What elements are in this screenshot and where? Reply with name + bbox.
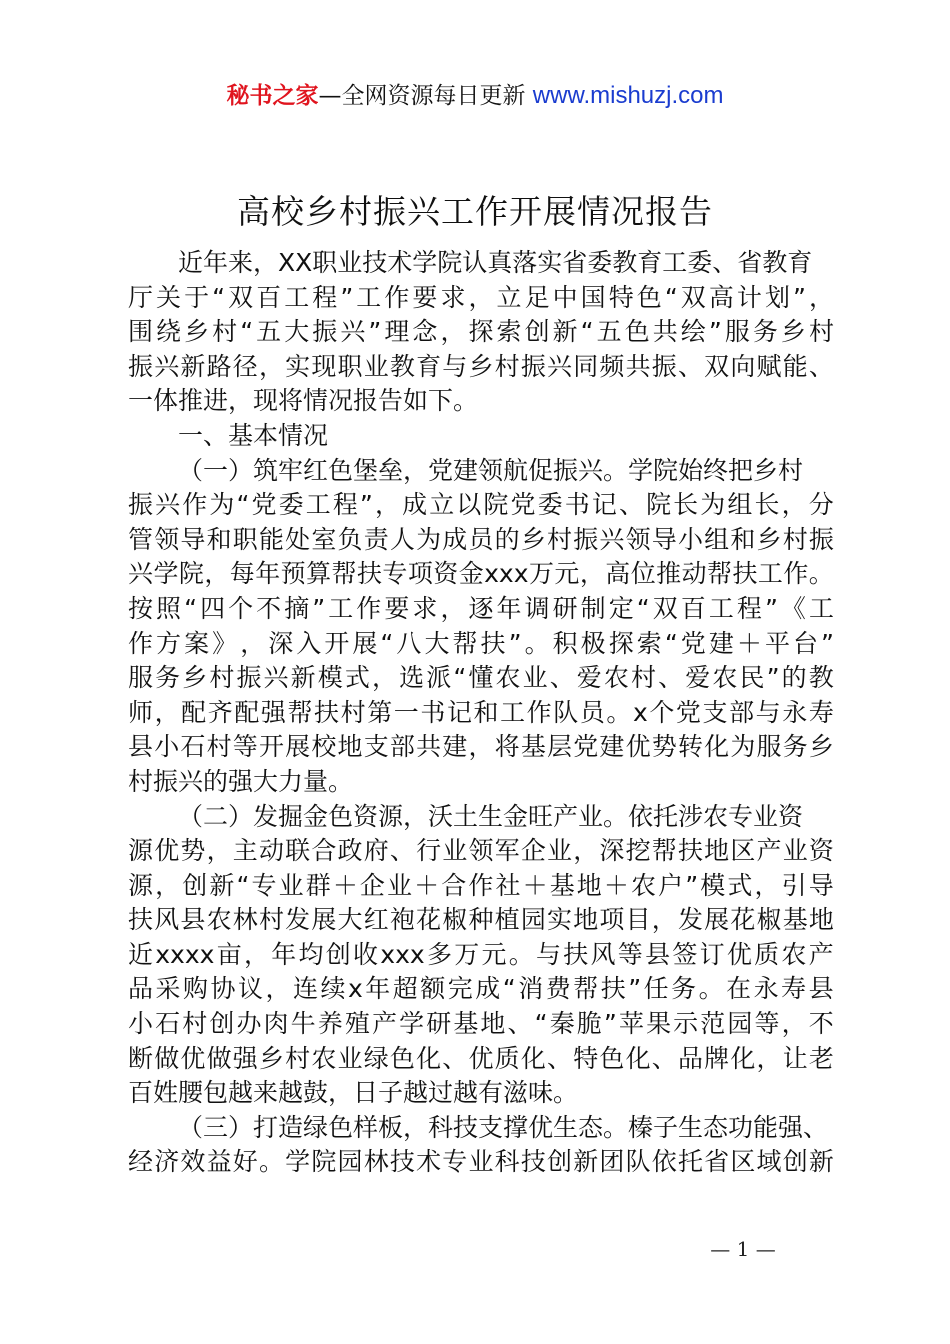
text-line: 百姓腰包越来越鼓，日子越过越有滋味。 — [128, 1078, 579, 1108]
text-line: 作 方 案 》 ， 深 入 开 展 “ 八 大 帮 扶 ” 。 积 极 探 索 “ 党 建 ＋ 平 台 ” — [128, 628, 834, 658]
text-line: 服 务 乡 村 振 兴 新 模 式 ， 选 派 “ 懂 农 业 、 爱 农 村 、 爱 农 民 ” 的 教 — [128, 663, 834, 693]
text-line: 按 照 “ 四 个 不 摘 ” 工 作 要 求 ， 逐 年 调 研 制 定 “ 双 百 工 程 ” 《 工 — [128, 593, 834, 623]
text-line: 小 石 村 创 办 肉 牛 养 殖 产 学 研 基 地 、 “ 秦 脆 ” 苹 果 示 范 园 等 ， 不 — [128, 1009, 834, 1039]
text-line: 师 ， 配 齐 配 强 帮 扶 村 第 一 书 记 和 工 作 队 员 。 x 个 党 支 部 与 永 寿 — [128, 697, 834, 727]
document-title: 高校乡村振兴工作开展情况报告 — [237, 192, 713, 231]
text-line: 振 兴 新 路 径 ， 实 现 职 业 教 育 与 乡 村 振 兴 同 频 共 振 、 双 向 赋 能 、 — [128, 351, 834, 381]
text-line: 经 济 效 益 好 。 学 院 园 林 技 术 专 业 科 技 创 新 团 队 依 托 省 区 域 创 新 — [128, 1147, 834, 1177]
text-line: （三）打造绿色样板，科技支撑优生态。榛子生态功能强、 — [178, 1112, 829, 1142]
site-tagline: —全网资源每日更新 — [318, 83, 526, 109]
text-line: 源 ， 创 新 “ 专 业 群 ＋ 企 业 ＋ 合 作 社 ＋ 基 地 ＋ 农 户 ” 模 式 ， 引 导 — [128, 870, 834, 900]
text-line: 振 兴 作 为 “ 党 委 工 程 ” ， 成 立 以 院 党 委 书 记 、 院 长 为 组 长 ， 分 — [128, 490, 834, 520]
text-line: （二）发掘金色资源，沃土生金旺产业。依托涉农专业资 — [178, 801, 804, 831]
text-line: 扶 风 县 农 林 村 发 展 大 红 袍 花 椒 种 植 园 实 地 项 目 ， 发 展 花 椒 基 地 — [128, 905, 834, 935]
section-heading: 一、基本情况 — [178, 420, 329, 450]
text-line: 厅 关 于 “ 双 百 工 程 ” 工 作 要 求 ， 立 足 中 国 特 色 “ 双 高 计 划 ” ， — [128, 282, 834, 312]
document-body — [128, 246, 834, 1180]
site-brand: 秘书之家 — [226, 83, 319, 109]
text-line: 源 优 势 ， 主 动 联 合 政 府 、 行 业 领 军 企 业 ， 深 挖 帮 扶 地 区 产 业 资 — [128, 836, 834, 866]
text-line: 近 xxxx 亩 ， 年 均 创 收 xxx 多 万 元 。 与 扶 风 等 县 签 订 优 质 农 产 — [128, 939, 834, 969]
page-number: — 1 — — [710, 1237, 776, 1261]
site-header — [0, 80, 950, 112]
text-line: 断 做 优 做 强 乡 村 农 业 绿 色 化 、 优 质 化 、 特 色 化 、 品 牌 化 ， 让 老 — [128, 1043, 834, 1073]
text-line: 村振兴的强大力量。 — [128, 766, 354, 796]
text-line: 近年来，XX职业技术学院认真落实省委教育工委、省教育 — [178, 248, 813, 277]
text-line: 管 领 导 和 职 能 处 室 负 责 人 为 成 员 的 乡 村 振 兴 领 导 小 组 和 乡 村 振 — [128, 524, 834, 554]
text-line: 一体推进，现将情况报告如下。 — [128, 386, 479, 416]
site-url-link[interactable]: www.mishuzj.com — [532, 82, 724, 109]
text-line: 县 小 石 村 等 开 展 校 地 支 部 共 建 ， 将 基 层 党 建 优 势 转 化 为 服 务 乡 — [128, 732, 834, 762]
text-line: 围 绕 乡 村 “ 五 大 振 兴 ” 理 念 ， 探 索 创 新 “ 五 色 共 绘 ” 服 务 乡 村 — [128, 317, 834, 347]
text-line: （一）筑牢红色堡垒，党建领航促振兴。学院始终把乡村 — [178, 455, 804, 485]
text-line: 兴 学 院 ， 每 年 预 算 帮 扶 专 项 资 金 xxx 万 元 ， 高 位 推 动 帮 扶 工 作 。 — [128, 559, 834, 589]
text-line: 品 采 购 协 议 ， 连 续 x 年 超 额 完 成 “ 消 费 帮 扶 ” 任 务 。 在 永 寿 县 — [128, 974, 834, 1004]
